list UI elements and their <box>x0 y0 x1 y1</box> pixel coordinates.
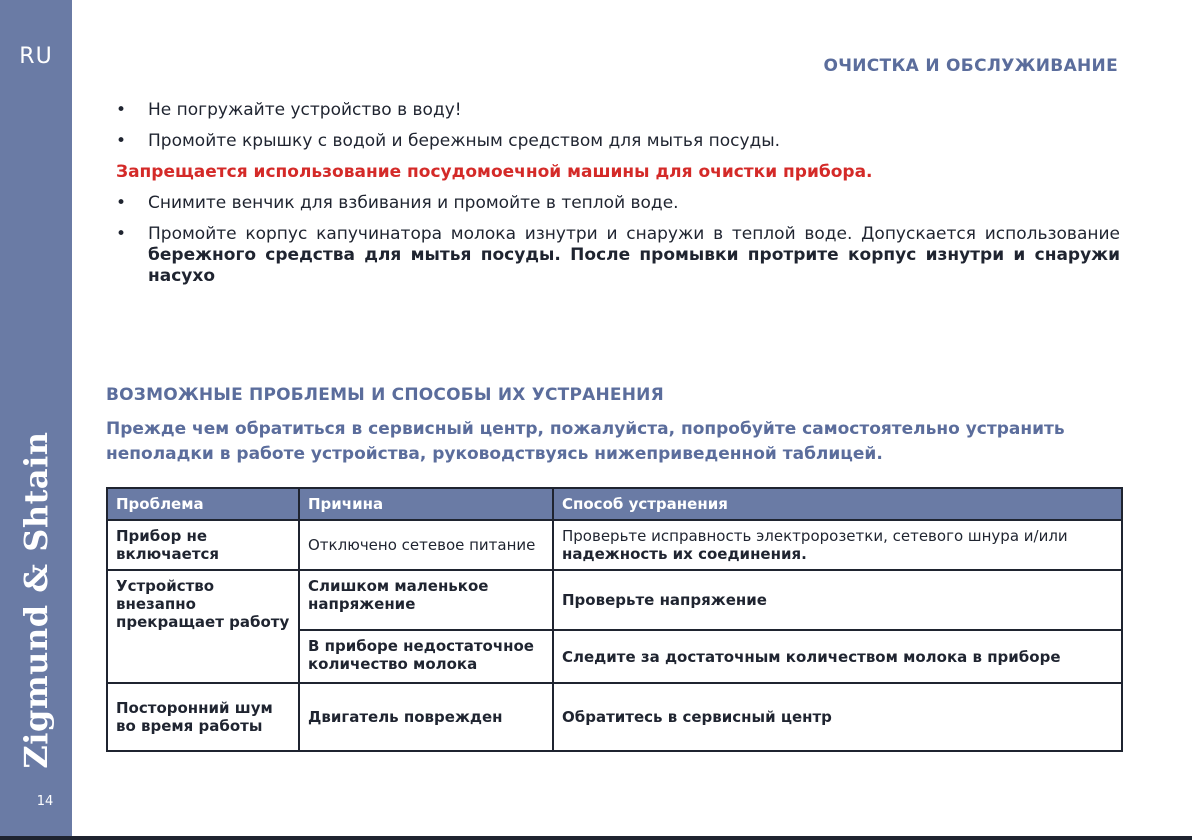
problem-cell: Прибор не включается <box>107 520 299 570</box>
bullet-icon: • <box>116 131 127 151</box>
bullet-icon: • <box>116 224 127 244</box>
solution-cell <box>553 520 1122 570</box>
bullet-icon: • <box>116 193 127 213</box>
brand-logo: Zigmund & Shtain <box>17 431 55 769</box>
cause-cell: Слишком маленькое напряжение <box>299 570 553 630</box>
cause-cell: В приборе недостаточное количество молока <box>299 630 553 683</box>
table-row <box>107 683 1122 751</box>
bullet-text: Не погружайте устройство в воду! <box>148 100 462 120</box>
column-header-cause: Причина <box>299 488 553 520</box>
table-row <box>107 570 1122 630</box>
bullet-icon: • <box>116 100 127 120</box>
troubleshooting-intro: Прежде чем обратиться в сервисный центр, пожалуйста, попробуйте самостоятельно устранить неполадки в работе устройства, руководствуясь нижеприведенной таблицей. <box>106 419 1065 464</box>
cause-cell: Двигатель поврежден <box>299 683 553 751</box>
troubleshooting-table <box>106 487 1123 752</box>
cleaning-instructions <box>116 100 1120 297</box>
dishwasher-warning: Запрещается использование посудомоечной машины для очистки прибора. <box>116 162 873 182</box>
solution-cell: Следите за достаточным количеством молока в приборе <box>553 630 1122 683</box>
troubleshooting-title: ВОЗМОЖНЫЕ ПРОБЛЕМЫ И СПОСОБЫ ИХ УСТРАНЕНИЯ <box>106 385 664 405</box>
bullet-text-bold: бережного средства для мытья посуды. После промывки протрите корпус изнутри и снаружи насухо <box>148 245 1120 286</box>
problem-cell: Посторонний шум во время работы <box>107 683 299 751</box>
solution-cell: Обратитесь в сервисный центр <box>553 683 1122 751</box>
bottom-rule <box>0 836 1192 840</box>
solution-cell: Проверьте напряжение <box>553 570 1122 630</box>
list-item <box>116 224 1120 287</box>
list-item <box>116 193 1120 214</box>
bullet-text: Промойте крышку с водой и бережным средством для мытья посуды. <box>148 131 781 151</box>
solution-text: Проверьте исправность электророзетки, сетевого шнура и/или <box>562 527 1068 545</box>
cause-cell: Отключено сетевое питание <box>299 520 553 570</box>
problem-cell: Устройство внезапно прекращает работу <box>107 570 299 683</box>
column-header-solution: Способ устранения <box>553 488 1122 520</box>
page-number: 14 <box>36 794 54 809</box>
bullet-text: Промойте корпус капучинатора молока изнутри и снаружи в теплой воде. Допускается использование <box>148 224 1120 244</box>
language-label: RU <box>19 44 53 69</box>
brand-logo-area <box>14 431 58 769</box>
list-item <box>116 131 1120 152</box>
section-title: ОЧИСТКА И ОБСЛУЖИВАНИЕ <box>823 56 1118 76</box>
solution-text-bold: надежность их соединения. <box>562 545 807 563</box>
table-row <box>107 520 1122 570</box>
table-header-row <box>107 488 1122 520</box>
sidebar <box>0 0 72 840</box>
bullet-text: Снимите венчик для взбивания и промойте в теплой воде. <box>148 193 679 213</box>
list-item <box>116 100 1120 121</box>
column-header-problem: Проблема <box>107 488 299 520</box>
